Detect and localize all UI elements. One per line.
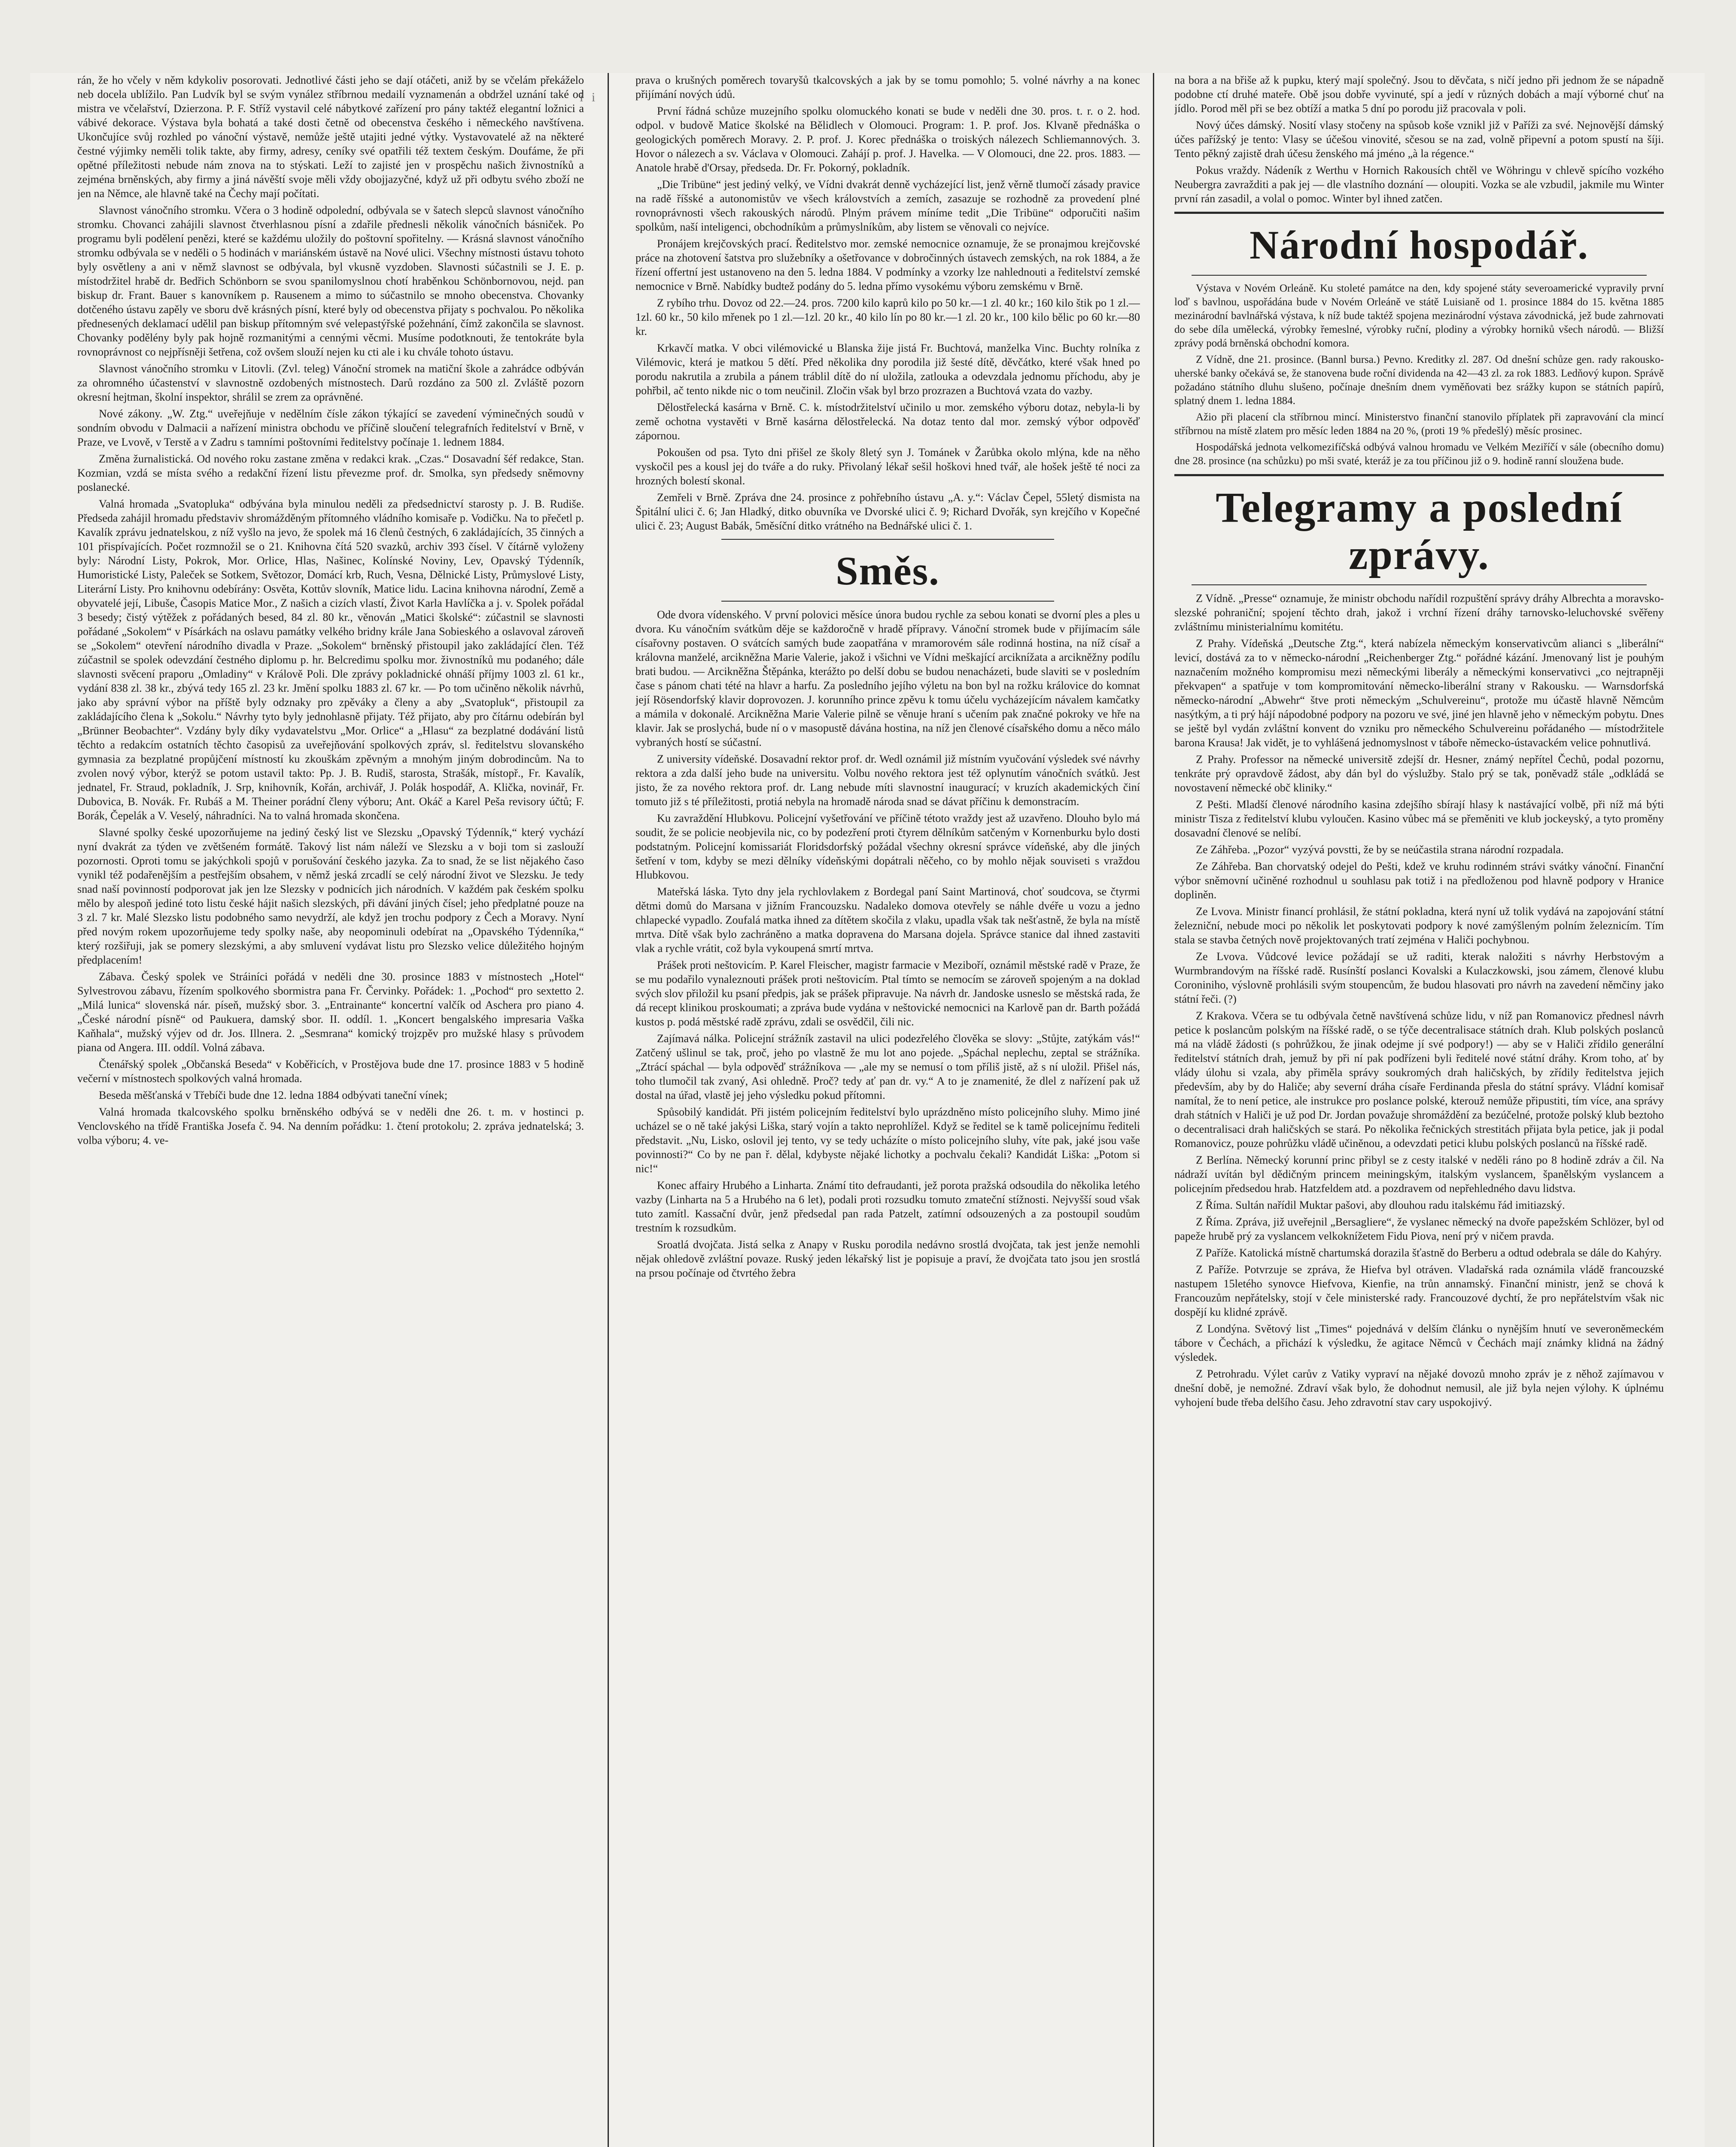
article-paragraph: První řádná schůze muzejního spolku olomuckého konati se bude v neděli dne 30. pros. t. r. o 2. hod. odpol. v budově Matice školské na Bělidlech v Olomouci. Program: 1. P. prof. Jos. Klvaně přednáška o geologických poměrech Moravy. 2. P. prof. J. Korec přednáška o troiských nálezech Schliemannových. 3. Hovor o nálezech a sv. Václava v Olomouci. Zahájí p. prof. J. Havelka. — V Olomouci, dne 22. pros. 1883. — Anatole hrabě d'Orsay, předseda. Dr. Fr. Pokorný, pokladník. (635, 105, 1140, 174)
article-paragraph: Z Vídně. „Presse“ oznamuje, že ministr obchodu nařídil rozpuštění správy dráhy Albrechta a moravsko-slezské pohraniční; spojení těchto drah, jakož i vrchní řízení dráhy tarnovsko-leluchovské svěřeny zvláštnímu ministerialnímu komitétu. (1174, 592, 1664, 633)
article-paragraph: „Die Tribüne“ jest jediný velký, ve Vídni dvakrát denně vycházející list, jenž věrně tlumočí zásady pravice na radě říšské a autonomistův ve všech královstvích a zemích, zasazuje se rozhodně za provedení plné rovnoprávnosti všech rakouských národů. Plným právem míníme tedit „Die Tribüne“ odporučiti našim spolkům, naší inteligenci, obchodníkům a průmyslníkům, aby listem se věnovali co nejvíce. (635, 178, 1140, 233)
article-paragraph: Beseda měšťanská v Třebíči bude dne 12. ledna 1884 odbývati taneční vínek; (99, 1089, 448, 1101)
article-paragraph: Ze Lvova. Vůdcové levice požádají se už raditi, kterak naložiti s návrhy Herbstovým a Wurmbrandovým na říšské radě. Rusínští poslanci Kovalski a Kulaczkowski, jsou zámem, členové klubu Coroniniho, výslovně prohlásili svým stoupencům, že budou hlasovati pro návrh na zavedení němčiny jako státní řeči. (?) (1174, 950, 1664, 1005)
article-paragraph: rán, že ho včely v něm kdykoliv posorovati. Jednotlivé části jeho se dají otáčeti, aniž by se včelám překáželo neb docela ublížilo. Pan Ludvík byl se svým vynález stříbrnou medailí vyznamenán a obdržel uznání také od mistra ve včelařství, Dzierzona. P. F. Stříž vystavil celé nábytkové zařízení pro pány taktéž elegantní ložnici a vábivé dekorace. Výstava byla bohatá a také dosti četně od obecenstva českého i německého navštívena. Ukončujíce svůj rozhled po vánoční výstavě, nemůže ještě utajiti jedné výtky. Vystavovatelé až na některé čestné výjimky neměli tolik takte, aby firmy, adresy, ceníky své opatřili též textem českým. Doufáme, že při opětné příležitosti nebude nám znova na to stýskati. Leží to zajisté jen v prospěchu našich živnostníků a zejména brněnských, aby firmy a jiná návěští svoje měli vždy obojjazyčné, když už při odbytu svého zboží ne jen na Němce, ale hlavně také na Čechy mají počítati. (77, 74, 584, 200)
article-paragraph: Valná hromada tkalcovského spolku brněnského odbývá se v neděli dne 26. t. m. v hostinci p. Venclovského na třídě Františka Josefa č. 94. Na denním pořádku: 1. čtení protokolu; 2. zpráva jednatelská; 3. volba výboru; 4. ve- (77, 1106, 584, 1146)
article-paragraph: Spůsobilý kandidát. Při jistém policejním ředitelství bylo uprázdněno místo policejního sluhy. Mimo jiné ucházel se o ně také jakýsi Liška, starý vojín a takto neprohlížel. Když se ředitel se k tamě policejnímu řediteli představit. „Nu, Lisko, oslovil jej tento, vy se tedy ucházíte o místo policejního sluhy, víte pak, jaké jsou vaše povinnosti?“ Co by ne pan ř. dělal, kdybyste nějaké lichotky a pochvalu čekali? Kandidát Liška: „Potom si nic!“ (635, 1106, 1140, 1175)
article-paragraph: na bora a na břiše až k pupku, který mají společný. Jsou to děvčata, s ničí jedno při jednom že se nápadně podobne ctí druhé mateře. Obě jsou dobře vyvinuté, spí a jedí v různých dobách a mají výborné chuť na jídlo. Porod měl při se bez obtíží a matka 5 dní po porodu již pracovala v poli. (1174, 74, 1664, 115)
article-paragraph: Ze Záhřeba. Ban chorvatský odejel do Pešti, kdež ve kruhu rodinném strávi svátky vánoční. Finanční výbor sněmovní učiněné rozhodnul u souhlasu pak totiž i na předloženou pod hlavně podpory v Hranice dopliněn. (1174, 860, 1664, 901)
article-paragraph: Nový účes dámský. Nosití vlasy stočeny na spůsob koše vznikl již v Paříži za své. Nejnovější dámský účes pařížský je tento: Vlasy se účešou vinovité, sčesou se na zad, volně připevní a potom spustí na šíji. Tento pěkný zajistě drah účesu ženského má jméno „à la régence.“ (1174, 119, 1664, 160)
article-paragraph: Nové zákony. „W. Ztg.“ uveřejňuje v nedělním čísle zákon týkající se zavedení výminečných soudů v sondním obvodu v Dalmacii a nařízení ministra obchodu ve příčině sloučení telegrafních ředitelství v Brně, v Praze, ve Lvově, v Terstě a v Zadru s tamními poštovními ředitelstvy počínaje 1. lednem 1884. (77, 408, 584, 448)
article-paragraph: Valná hromada „Svatopluka“ odbývána byla minulou neděli za předsednictví starosty p. J. B. Rudiše. Předseda zahájil hromadu představiv shromážděným přítomného vládního komisaře p. Vodičku. Na to přečetl p. Kavalík zprávu jednatelskou, z níž vyšlo na jevo, že spolek má 16 členů čestných, 6 zakládajících, 35 činných a 101 přispívajících. Počet rozmnožil se o 21. Knihovna čítá 520 svazků, archiv 393 čísel. V čítárně vyloženy byly: Národní Listy, Pokrok, Mor. Orlice, Hlas, Našinec, Kolínské Noviny, Lev, Opavský Týdenník, Humoristické Listy, Paleček se Sotkem, Světozor, Domácí krb, Ruch, Vesna, Dělnické Listy, Průmyslové Listy, Literární Listy. Pro knihovnu odebírány: Osvěta, Kottův slovník, Matice lidu. Lacina knihovna národní, Země a obyvatelé její, Libuše, Časopis Matice Mor., Z našich a cizích vlastí, Život Karla Havlíčka a j. v. Spolek pořádal 3 besedy; čistý výtěžek z pořádaných besed, 84 zl. 80 kr., věnován „Matici školské“: zúčastnil se slavnosti pořádané „Sokolem“ v Písárkách na oslavu památky velkého bridny krále Jana Sobieského a oslavoval zároveň se „Sokolem“ otevření národního divadla v Praze. „Sokolem“ brněnský přistoupil jako zakládající člen. Též zúčastnil se spolek odevzdání čestného diplomu p. hr. Belcredimu spolku mor. živnostníků mu podaného; dále slavnosti svěcení praporu „Omladiny“ v Králově Poli. Dle zprávy pokladnické ohnáší příjmy 1003 zl. 61 kr., vydání 838 zl. 38 kr., zbývá tedy 165 zl. 23 kr. Jmění spolku 1883 zl. 67 kr. — Po tom učiněno několik návrhů, jako aby správní výbor na příště byly odznaky pro zpěváky a členy a aby „Svatopluk“, přistoupil za zakládajícího člena k „Sokolu.“ Návrhy tyto byly jednohlasně přijaty. Též přijato, aby pro čítárnu odebírán byl „Brünner Beobachter“. Vzdány byly díky vydavatelstvu „Mor. Orlice“ a „Hlasu“ za bezplatné dodávání listů těchto a redakcím ostatních těchto časopisů za uveřejňování spolkových zpráv, sl. ředitelstvu slovanského gymnasia za bezplatné propůjčení místností ku zkouškám zpěvným a mnohým jiným dobrodincům. Na to zvolen nový výbor, kterýž se potom ustavil takto: Pp. J. B. Rudiš, starosta, Strašák, místopř., Fr. Kavalík, jednatel, Fr. Straud, pokladník, J. Srp, knihovník, Kořán, archivář, J. Polák hospodář, A. Klička, novinář, Fr. Dubovica, B. Novák. Fr. Rubáš a M. Theiner porádní členy výboru; Ant. Okáč a Karel Peša revisory účtů; F. Borák, Čepelák a V. Veselý, náhradníci. Na to valná hromada skončena. (77, 498, 584, 822)
article-paragraph: Ažio při placení cla stříbrnou mincí. Ministerstvo finanční stanovilo příplatek při zapravování cla mincí stříbrnou na místě zlatem pro měsíc leden 1884 na 20 %, (proti 19 % předešlý) měsíc prosinec. (1174, 411, 1664, 437)
article-paragraph: Hospodářská jednota velkomezifíčská odbývá valnou hromadu ve Velkém Meziříčí v sále (obecního domu) dne 28. prosince (na schůzku) po mši svaté, kteráž je za tou příčinou již o 9. hodině ranní sloužena bude. (1174, 441, 1664, 467)
article-paragraph: Slavnost vánočního stromku. Včera o 3 hodině odpolední, odbývala se v šatech slepců slavnost vánočního stromku. Chovanci zahájili slavnost čtverhlasnou písní a zdařile přednesli několik vánočních básniček. Po programu byli podělení penězi, které se každému uložily do poštovní spořitelny. — Krásná slavnost vánočního stromku odbývala se v neděli o 5 hodinách v mariánském ústavě na Nové ulici. Všechny místnosti ústavu tohoto byly osvětleny a ani v němž slavnost se odbývala, byl vkusně vyzdoben. Slavnosti súčastnili se J. E. p. místodržitel hrabě dr. Bedřich Schönborn se svou spanilomyslnou chotí hraběnkou Schönbornovou, nejd. pan biskup dr. Frant. Bauer s kanovníkem p. Rausenem a mimo to súčastnilo se mnoho obecenstva. Chovanky dotčeného ústavu zapěly ve sboru dvě krásných písní, které byly od obecenstva přijaty s pochvalou. Po několika přednesených deklamací udělil pan biskup přítomným své velepastýřské požehnání, čímž zakončila se slavnost. Chovanky podělény byly pak hojně rozmanitými a cennými věcmi. Musíme podotknouti, že tentokráte byla rovnoprávnost co nejpřísněji šetřena, což ovšem slouží nejen ku cti ale i ku chvále tohoto ústavu. (77, 204, 584, 358)
section-heading-narodni-hospodar: Národní hospodář. (1250, 223, 1589, 268)
article-paragraph: Pokus vraždy. Nádeník z Werthu v Hornich Rakousích chtěl ve Wöhringu v chlevě spícího vozkého Neubergra zavražditi a pak jej — dle vlastního doznání — oloupiti. Vozka se ale vzbudil, jakmile mu Winter první rán zasadil, a volal o pomoc. Winter byl ihned zatčen. (1174, 164, 1664, 205)
article-paragraph: Zemřeli v Brně. Zpráva dne 24. prosince z pohřebního ústavu „A. y.“: Václav Čepel, 55letý dismista na Špitální ulici č. 6; Jan Hladký, ditko obuvníka ve Dvorské ulici č. 9; Richard Dvořák, syn krejčího v Kopečné ulici č. 23; August Babák, 5měsíční ditko vrátného na Bednářské ulici č. 1. (635, 491, 1140, 532)
section-divider (721, 539, 1054, 540)
article-paragraph: Ze Lvova. Ministr financí prohlásil, že státní pokladna, která nyní už tolik vydává na zapojování státní železniční, nebude moci po několik let poskytovati podpory k nové zamýšleným polním železnicím. Tím stala se stavba četných nově projektovaných tratí zejména v Haliči pochybnou. (1174, 905, 1664, 946)
newspaper-page (30, 73, 1705, 2147)
column-2 (635, 73, 1140, 2147)
article-paragraph: Pokoušen od psa. Tyto dni přišel ze školy 8letý syn J. Tománek v Žarůbka okolo mlýna, kde na něho vyskočil pes a kousl jej do tváře a do ruky. Přivolaný lékař sešil hoškovi hned tvář, ale hošek ještě té noci za hrozných bolestí skonal. (635, 446, 1140, 487)
top-margin-mark: i i (580, 90, 598, 104)
article-paragraph: Slavné spolky české upozorňujeme na jediný český list ve Slezsku „Opavský Týdenník,“ který vychází nyní dvakrát za týden ve zvětšeném formátě. Takový list nám náleží ve Slezsku a v boji tom si zaslouží pozornosti. Oproti tomu se jakýchkoli spojů v porušování českého jazyka. Za to snad, že se list nějakého časo vynikl též podařenějším a pestřejším obsahem, v němž jeská zrcadlí se celý národní život ve Slezsku. Je tedy snad naší povinností podporovat jak jen lze Slezsky v podnicích jich národních. V každém pak českém spolku mělo by alespoň jediné toto listu české hájit našich slezských, při dávání jiných čísel; jeho předplatné pouze na 3 zl. 7 kr. Malé Slezsko listu podobného samo nevydrží, ale když jen trochu podpory z Čech a Moravy. Nyní před novým rokem upozorňujeme tedy spolky naše, aby neopominuli odebírat na „Opavského Týdenníka,“ který rozšiřuji, jak se pomery slezskými, a aby smluvení vydávat listu pro Slezsko velice důležitého hojným předplacením! (77, 826, 584, 966)
section-divider (1192, 584, 1647, 585)
article-paragraph: Sroatlá dvojčata. Jistá selka z Anapy v Rusku porodila nedávno srostlá dvojčata, tak jest jenže nemohli nějak ohledově zvláštní povaze. Ruský jeden lékařský list je popisuje a praví, že dvojčata tato jsou jen srostlá na prsou počínaje od čtvrtého žebra (635, 1238, 1140, 1279)
article-paragraph: Z Pešti. Mladší členové národního kasina zdejšího sbírají hlasy k nastávající volbě, při níž má býti ministr Tisza z ředitelství klubu vyloučen. Kasino vůbec má se přeměniti ve klub jockeyský, a tyto proměny dosavadní členové se nelíbí. (1174, 798, 1664, 839)
column-divider-2 (1153, 73, 1154, 2147)
article-paragraph: Mateřská láska. Tyto dny jela rychlovlakem z Bordegal paní Saint Martinová, choť soudcova, se čtyrmi dětmi domů do Marsana v jižním Francouzsku. Nadaleko domova otevřely se náhle dvéře u vozu a jedno chlapecké vypadlo. Zoufalá matka ihned za dítětem skočila z vlaku, upadla však tak nešťastně, že byla na místě mrtva. Dítě však bylo zachráněno a matka dopravena do Marsana dojela. Správce stanice dal ihned zastaviti vlak a rychle vrátit, což byla vykoupená smrtí mrtva. (635, 885, 1140, 955)
article-paragraph: Dělostřelecká kasárna v Brně. C. k. místodržitelství učinilo u mor. zemského výboru dotaz, nebyla-li by země ochotna vystavěti v Brně kasárna dělostřelecká. Na dotaz tento dal mor. zemský výbor odpověď zápornou. (635, 401, 1140, 442)
section-divider (1174, 212, 1664, 214)
section-divider (1192, 275, 1647, 276)
article-paragraph: Zajímavá nálka. Policejní strážník zastavil na ulici podezřelého člověka se slovy: „Stůjte, zatýkám vás!“ Zatčený ušlinul se tak, proč, jeho po vlastně že mu lot ano pojede. „Spáchal neplechu, zeptal se strážníka. „Ztrácí spáchal — byla odpověď strážníkova — „ale my se nemusí o tom příliš jistě, až s ní uložil. Přišel nás, toho tlumočil tak zvaný, Asi ohledně. Proč? tedy ať pan dr. vy.“ A to je znamenité, že dlel z nařízení pak už dostal na úřad, vlastě jej jeho výsledku pokud přítomni. (635, 1032, 1140, 1101)
article-paragraph: Ze Záhřeba. „Pozor“ vyzývá povstti, že by se neúčastila strana národní rozpadala. (1196, 843, 1564, 856)
article-paragraph: Z Petrohradu. Výlet carův z Vatiky vypraví na nějaké dovozů mnoho zpráv je z něhož zajímavou v dnešní době, je nemožné. Zdraví však bylo, že dohodnut nemusil, ale již byla nejen výlohy. K úplnému vyhojení bude třeba delšího času. Jeho zdravotní stav cary uspokojivý. (1174, 1368, 1664, 1408)
section-divider (1174, 474, 1664, 476)
article-paragraph: Z Vídně, dne 21. prosince. (Bannl bursa.) Pevno. Kreditky zl. 287. Od dnešní schůze gen. rady rakousko-uherské banky očekává se, že stanovena bude roční dividenda na 42—43 zl. za rok 1883. Ledňový kupon. Správě požadáno státního dluhu slušeno, počínaje dnešním dnem vyměňovati bez srážky kupon se státních papírů, splatný dnem 1. ledna 1884. (1174, 354, 1664, 407)
column-3 (1174, 73, 1664, 2147)
article-paragraph: Ode dvora vídenského. V první polovici měsíce února budou rychle za sebou konati se dvorní ples a ples u dvora. Ku vánočním svátkům děje se každoročně v hradě přípravy. Vánoční stromek bude v přijímacím sále císařovny postaven. O svátcích samých bude zaopatřána v mramorovém sále rodinná hostina, na níž císař a královna manželé, arcikněžna Marie Valerie, jakož i všichni ve Vídni meškající arciknížata a arcikněžny podílu brati budou. — Arcikněžna Štěpánka, kterážto po delší dobu se budou nenacházeti, bude slaviti se v posledním čase s pánom chati tété na hlavr a harfu. Za posledního jejího výletu na bon byl na rožku královice do komnat její Rösendorfský klavir doprovozen. J. korunního prince zpěvu k tomu účelu vycházejícím návalem kamčatky a mámila v dokonalé. Arcikněžna Marie Valerie pilně se věnuje hraní s učením pak značné pokroky ve hře na klavir. Jak se proslychá, bude ní o v masopustě dávána hostina, na níž jen členové císařského domu a něco málo vybraných hostí se súčastní. (635, 608, 1140, 748)
article-paragraph: Krkavčí matka. V obci vilémovické u Blanska žije jistá Fr. Buchtová, manželka Vinc. Buchty rolníka z Vilémovic, která je matkou 5 dětí. Před několika dny porodila již šesté dítě, děvčátko, které však hned po porodu nakrutila a zrubila a pánem tráblil dítě do ní uložila, zatlouka a odevzdala jednomu příchodu, aby je pohřbil, ač tento nikde nic o tom neučinil. Zločin však byl brzo prozrazen a Buchtová vzata do vazby. (635, 342, 1140, 397)
article-paragraph: Z rybího trhu. Dovoz od 22.—24. pros. 7200 kilo kaprů kilo po 50 kr.—1 zl. 40 kr.; 160 kilo štik po 1 zl.—1zl. 60 kr., 50 kilo mřenek po 1 zl.—1zl. 20 kr., 40 kilo lín po 80 kr.—1 zl. 20 kr., 100 kilo bělic po 60 kr.—80 kr. (635, 297, 1140, 338)
article-paragraph: Změna žurnalistická. Od nového roku zastane změna v redakci krak. „Czas.“ Dosavadní šéf redakce, Stan. Kozmian, vzdá se místa svého a redakční řízení listu převezme prof. dr. Smolka, syn předsedy sněmovny poslanecké. (77, 453, 584, 493)
article-paragraph: Z Prahy. Vídeňská „Deutsche Ztg.“, která nabízela německým konservativcům alianci s „liberální“ levicí, dostává za to v německo-národní „Reichenberger Ztg.“ pořádné kázání. Jmenovaný list je pouhým naznačením možného kompromisu mezi německými liberály a německými konservativci „co nejtrapněji překvapen“ a spatřuje v tom kompromitování německo-liberální strany v Rakousku. — Warnsdorfská německo-národní „Abwehr“ štve proti německým „Schulvereinu“, protože mu účastě hlavně Němcům nasýtkým, a ti prý hájí nápodobné podpory na pozoru ve své, jiné jen hlavně jeho v německým pobytu. Dnes se ještě byl vydán zvláštní konvent do vzniku pro německého Schulvereinu pořádaného — místodržitele barona Krausa! Jak vidět, je to vyhlášená jednomyslnost v táboře německo-ústavackém velice pohnutlivá. (1174, 637, 1664, 749)
article-paragraph: Z Krakova. Včera se tu odbývala četně navštívená schůze lidu, v níž pan Romanovicz přednesl návrh petice k poslancům polským na říšské radě, o se týče decentralisace státních drah. Klub polských poslanců má na vládě žádosti (s pohrůžkou, že jinak odejme jí své podpory!) — aby se v Haliči zřídilo generální ředitelství státních drah, jemuž by při ní pak podřízeni byli ředitelé nové státní dráhy. Krom toho, ať by vlády úlohu si vzala, aby přiměla správy soukromých drah haličských, by zřídily ředitelstva jejich především, aby by do Haliče; aby severní dráha císaře Ferdinanda přesla do státní správy. Vládní komisař namítal, že to není petice, ale instrukce pro poslance polské, kterouž nemůže připustiti, tím více, ana správy drah státních v Haliči je už pod Dr. Jordan považuje shromáždění za bezúčelné, protože polský klub beztoho o decentralisaci drah haličských se stará. Po několika řečnických strestitách přijata byla petice, jak ji podal Romanovicz, pouze pohrůžku vládě učiněnou, a odevzdati petici klubu polských poslanců na říšské radě. (1174, 1010, 1664, 1150)
article-paragraph: Čtenářský spolek „Občanská Beseda“ v Koběřicích, v Prostějova bude dne 17. prosince 1883 v 5 hodině večerní v místnostech spolkových valná hromada. (77, 1058, 584, 1085)
article-paragraph: Prášek proti neštovicím. P. Karel Fleischer, magistr farmacie v Meziboří, oznámil městské radě v Praze, že se mu podařilo vynaleznouti prášek proti neštovicím. Ptal tímto se nemocím se zároveň spojeným a na doklad svých slov přiložil ku psaní předpis, jak se prášek připravuje. Na návrh dr. Jandoske usneslo se městská rada, že dá recept klinikou proskoumati; a zpráva bude vydána v neštovické nemocnici na Karlově pan dr. Barth požádá kustos p. podá městské radě zprávu, zdali se osvědčil, čili nic. (635, 959, 1140, 1028)
article-paragraph: Z Prahy. Professor na německé universitě zdejší dr. Hesner, známý nepřítel Čechů, podal pozornu, tenkráte prý opravdově žádost, aby dán byl do výslužby. Stalo prý se tak, poněvadž stále „odkládá se novostavení německé obč kliniky.“ (1174, 753, 1664, 794)
section-heading-telegramy: Telegramy a poslední zprávy. (1216, 484, 1623, 578)
article-paragraph: Z Říma. Zpráva, již uveřejnil „Bersagliere“, že vyslanec německý na dvoře papežském Schlözer, byl od papeže hrubě prý za vyslancem velkoknížetem Fidu Piova, není prý v ničem pravda. (1174, 1216, 1664, 1242)
section-heading-smes: Směs. (836, 549, 940, 593)
article-paragraph: Z Berlína. Německý korunní princ přibyl se z cesty italské v neděli ráno po 8 hodině zdráv a čil. Na nádraží uvítán byl dědičným princem meiningským, italským vyslancem, španělským vyslancem a policejním předsedou hrab. Hatzfeldem atd. a pozdravem od nepřehledného davu lidstva. (1174, 1154, 1664, 1195)
article-paragraph: Ku zavraždění Hlubkovu. Policejní vyšetřování ve příčině tétoto vraždy jest až uzavřeno. Dlouho bylo má soudit, že se policie neobjevila nic, co by podezření proti čtyrem dělníkům satčeným v Kornenburku bylo dosti podstatným. Policejní komissariát Floridsdorfský požádal všechny okresní správce vídeňské, aby dle jiných šetření v tom, kdyby se mezi dělníky vídeňskými dopátrali něčeho, co by mohlo nějak souviseti s vraždou Hlubkovou. (635, 812, 1140, 881)
article-paragraph: Pronájem krejčovských prací. Ředitelstvo mor. zemské nemocnice oznamuje, že se pronajmou krejčovské práce na zhotovení šatstva pro služebníky a ošetřovance v dobročinných ústavech zemských, na rok 1884, a že řízení offertní jest ustanoveno na den 5. ledna 1884. V podmínky a vzorky lze nahlednouti a ředitelství zemské nemocnice v Brně. Nabídky budtež podány do 5. ledna přímo vysokému výboru zemskému v Brně. (635, 237, 1140, 292)
column-1 (77, 73, 584, 2147)
column-divider-1 (608, 73, 609, 2147)
section-divider (721, 601, 1054, 602)
article-paragraph: Z Londýna. Světový list „Times“ pojednává v delším článku o nynějším hnutí ve severoněmeckém tábore v Čechách, a přichází k výsledku, že agitace Němců v Čechách mají známky klidná na žádný výsledek. (1174, 1323, 1664, 1363)
article-paragraph: Z university vídeňské. Dosavadní rektor prof. dr. Wedl oznámil již místním vyučování výsledek své návrhy rektora a zda další jeho bude na universitu. Volbu nového rektora jest též oplynutím vánočních svátků. Jest jisto, že za nového rektora prof. dr. Lang nebude míti slavnostní inaugurací; v kruzích akademických činí tomuto již s té příležitosti, protiá nebyla na hromadě národa snad se dávat příčinu k demonstracím. (635, 753, 1140, 808)
article-paragraph: Výstava v Novém Orleáně. Ku stoleté památce na den, kdy spojené státy severoamerické vypravily první loď s bavlnou, uspořádána bude v Novém Orleáně ve státě Luisianě od 1. prosince 1884 do 15. května 1885 mezinárodní bavlnářská výstava, k níž bude taktéž spojena mezinárodní výstava závodnická, jež bude zahrnovati do sebe díla umělecká, výrobky řemeslné, výrobky ruční, plodiny a výrobky horniků všech národů. — Bližší zprávy podá brněnská obchodní komora. (1174, 283, 1664, 349)
article-paragraph: Zábava. Český spolek ve Stráiníci pořádá v neděli dne 30. prosince 1883 v místnostech „Hotel“ Sylvestrovou zábavu, řízením spolkového sbormistra pana Fr. Červinky. Pořádek: 1. „Pochod“ pro sextetto 2. „Milá lunica“ slovenská nár. píseň, mužský sbor. 3. „Entrainante“ koncertní valčík od Aschera pro piano 4. „České národní písně“ od Paukuera, damský sbor. II. oddíl. 1. „Koncert bengalského impresaria Vaška Kaňhala“, mužský výjev od dr. Jos. Illnera. 2. „Sesmrana“ komický trojzpěv pro mužské hlasy s průvodem piana od Angera. III. oddíl. Volná zábava. (77, 970, 584, 1054)
article-paragraph: Z Paříže. Katolická místně chartumská dorazila šťastně do Berberu a odtud odebrala se dále do Kahýry. (1196, 1247, 1662, 1259)
article-paragraph: Slavnost vánočního stromku v Litovli. (Zvl. teleg) Vánoční stromek na matiční škole a zahrádce odbýván za ohromného účastenství v slavnostně ozdobených místnostech. Darů rozdáno za 500 zl. Zvláště pozorn okresní hejtman, školní inspektor, shrálil se zrem za oprávněné. (77, 362, 584, 403)
article-paragraph: Z Paříže. Potvrzuje se zpráva, že Hiefva byl otráven. Vladařská rada oznámila vládě francouzské nastupem 15letého synovce Hiefvova, Kienfie, na trůn annamský. Finanční ministr, jenž se chová k Francouzům nepřátelsky, stojí v čele ministerské rady. Francouzové dychtí, že pro nepřátelstvím však nic dospějí ku klidné zprávě. (1174, 1263, 1664, 1318)
article-paragraph: Z Říma. Sultán nařídil Muktar pašovi, aby dlouhou radu italskému řád imitiazský. (1196, 1199, 1565, 1211)
article-paragraph: Konec affairy Hrubého a Linharta. Známí tito defraudanti, jež porota pražská odsoudila do několika letého vazby (Linharta na 5 a Hrubého na 6 let), podali proti rozsudku tomuto zmateční stížnosti. Nejvyšší soud však tuto zamítl. Kassační dvůr, jenž předsedal pan rada Patzelt, zatímní odsouzených a za postoupil soudům trestním k rozsudkům. (635, 1179, 1140, 1234)
article-paragraph: prava o krušných poměrech tovaryšů tkalcovských a jak by se tomu pomohlo; 5. volné návrhy a na konec přijímání nových údů. (635, 74, 1140, 100)
